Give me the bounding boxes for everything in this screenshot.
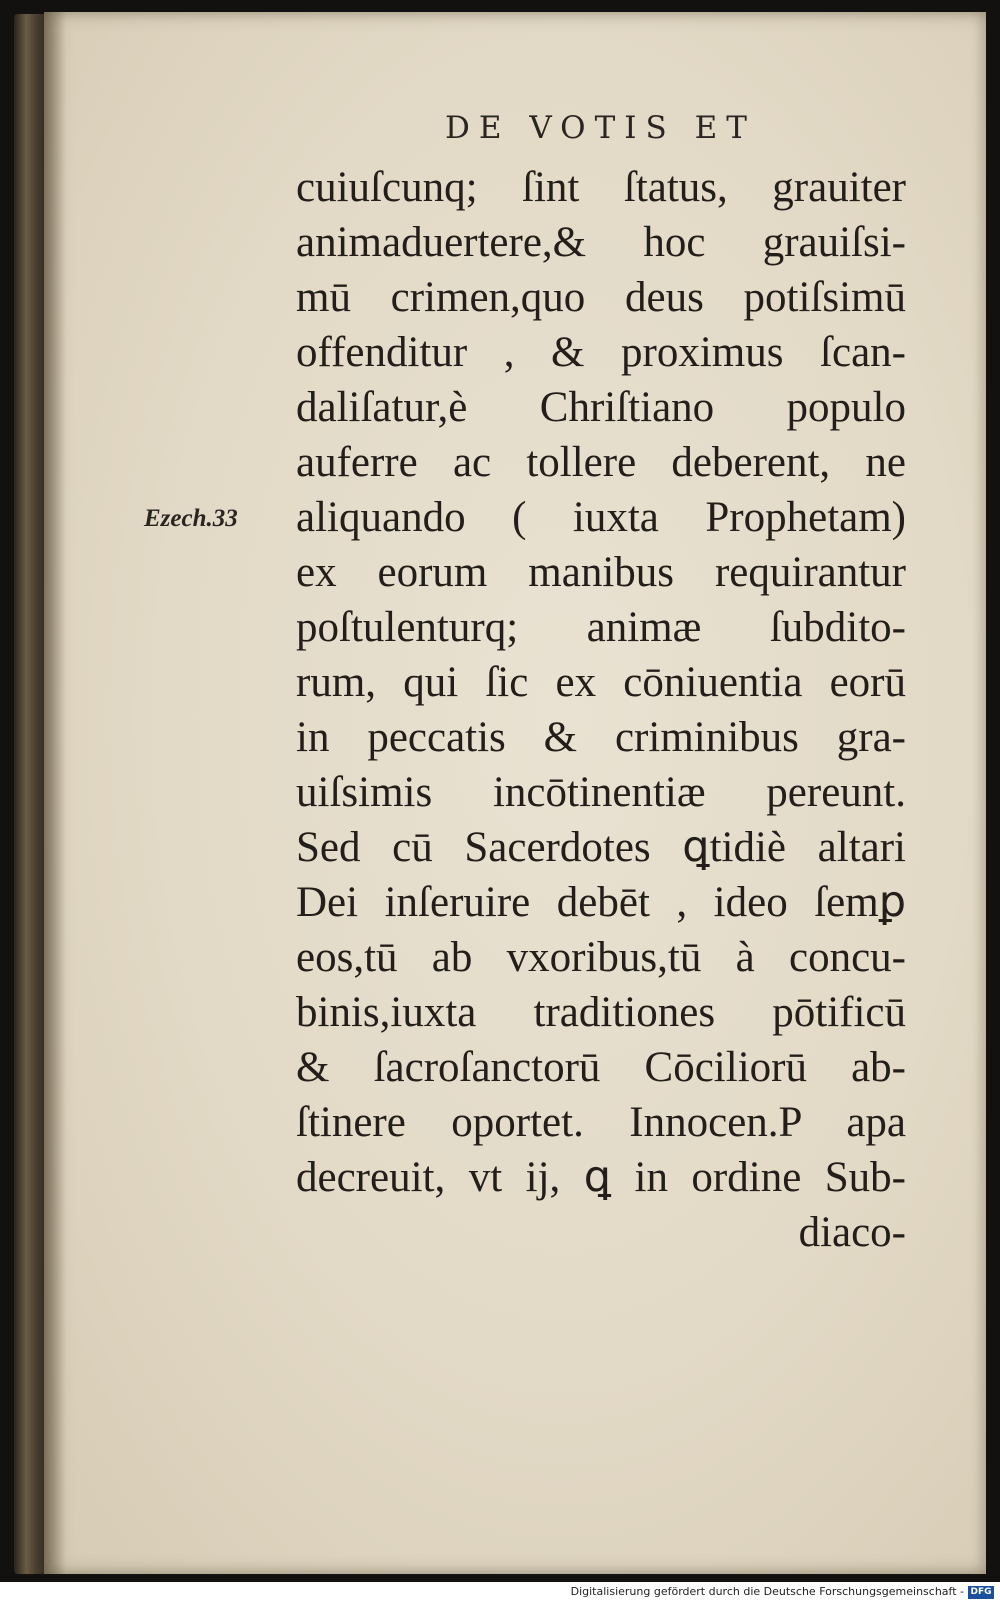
text-line: decreuit, vt ij, ꝗ in ordine Sub- [296,1154,906,1201]
text-line: animaduertere,& hoc grauiſsi- [296,219,906,266]
footer-bar [0,1582,1000,1603]
text-line: ex eorum manibus requirantur [296,549,906,596]
catchword: diaco- [798,1209,906,1256]
text-line: offenditur , & proximus ſcan- [296,329,906,376]
text-line: eos,tū ab vxoribus,tū à concu- [296,934,906,981]
text-line: binis,iuxta traditiones pōtificū [296,989,906,1036]
text-line: uiſsimis incōtinentiæ pereunt. [296,769,906,816]
text-line: ſtinere oportet. Innocen.P apa [296,1099,906,1146]
text-line: Dei inſeruire debēt , ideo ſemꝑ [296,879,906,926]
text-line: poſtulenturq; animæ ſubdito- [296,604,906,651]
gutter-shadow [44,12,66,1574]
margin-note: Ezech.33 [144,505,238,532]
text-line: & ſacroſanctorū Cōciliorū ab- [296,1044,906,1091]
text-line: rum, qui ſic ex cōniuentia eorū [296,659,906,706]
body-text [296,160,906,1260]
text-line: cuiuſcunq; ſint ſtatus, grauiter [296,164,906,211]
text-line: in peccatis & criminibus gra- [296,714,906,761]
running-head: DE VOTIS ET [445,110,756,146]
funding-credit: Digitalisierung gefördert durch die Deutsche Forschungsgemeinschaft - [570,1585,964,1598]
text-line: mū crimen,quo deus potiſsimū [296,274,906,321]
text-line: daliſatur,è Chriſtiano populo [296,384,906,431]
dfg-logo-badge: DFG [968,1586,994,1599]
text-line: aliquando ( iuxta Prophetam) [296,494,906,541]
text-line: auferre ac tollere deberent, ne [296,439,906,486]
text-line: Sed cū Sacerdotes ꝗtidiè altari [296,824,906,871]
